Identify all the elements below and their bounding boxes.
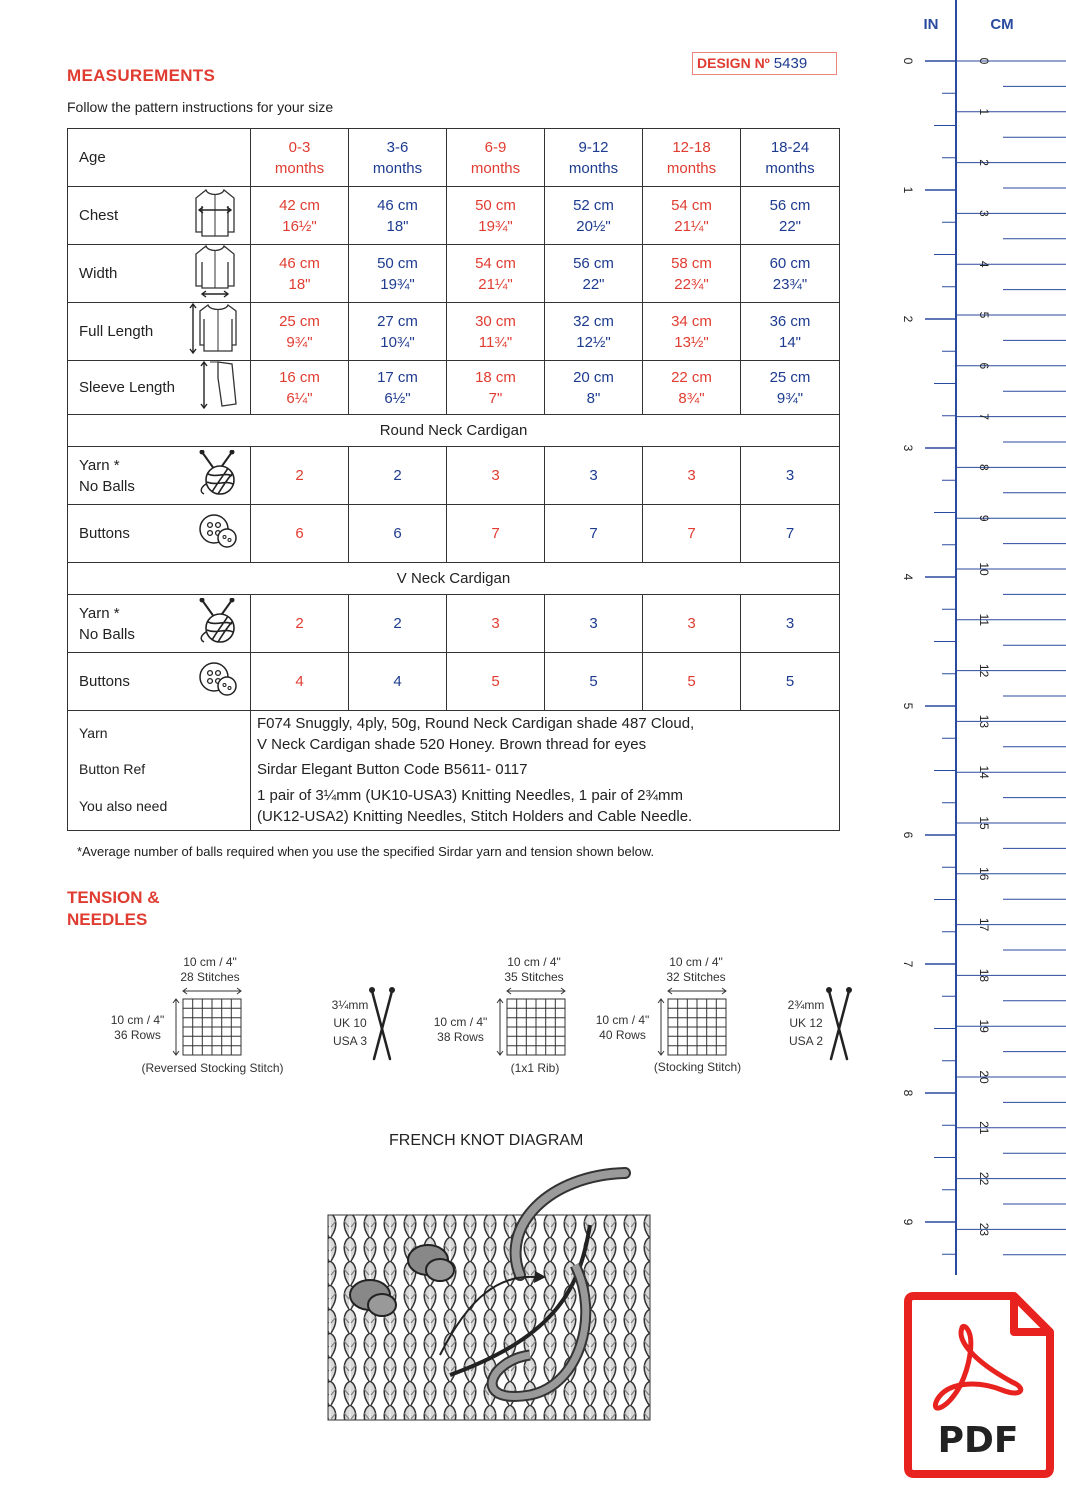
ruler-cm-label: 2 (976, 159, 991, 166)
ruler-cm-label: 10 (976, 562, 991, 576)
buttons-value: 5 (643, 653, 741, 711)
table-row (68, 653, 840, 711)
yarn-balls-value: 2 (349, 447, 447, 505)
measurement-value: 58 cm 22¾" (643, 245, 741, 303)
measurement-value: 18 cm 7" (447, 361, 545, 415)
yarn-balls-value: 2 (349, 595, 447, 653)
yarn-balls-value: 2 (251, 595, 349, 653)
gauge-1-grid (170, 985, 250, 1060)
sleeve-length-label: Sleeve Length (68, 361, 251, 415)
buttons-value: 5 (545, 653, 643, 711)
ruler-inch-label: 1 (900, 186, 915, 194)
age-label: Age (68, 129, 251, 187)
measurement-value: 22 cm 8¾" (643, 361, 741, 415)
ruler-cm-label: 9 (976, 514, 991, 522)
button-ref-label: Button Ref (68, 757, 251, 783)
gauge-2-grid (494, 985, 574, 1060)
measurement-value: 25 cm 9¾" (251, 303, 349, 361)
size-header-4: 12-18 months (643, 129, 741, 187)
table-row (68, 447, 840, 505)
buttons-value: 6 (251, 505, 349, 563)
table-row (68, 129, 840, 187)
ruler-inch-label: 6 (900, 831, 915, 839)
ruler-inch-label: 3 (900, 444, 915, 452)
button-ref-value: Sirdar Elegant Button Code B5611- 0117 (251, 757, 840, 783)
needles-2-icon (825, 985, 853, 1063)
ruler-cm-label: 17 (976, 917, 991, 932)
size-header-1: 3-6 months (349, 129, 447, 187)
table-row (68, 563, 840, 595)
yarn-balls-value: 3 (643, 447, 741, 505)
yarn-balls-value: 3 (545, 595, 643, 653)
measurement-value: 54 cm 21¼" (447, 245, 545, 303)
ruler-cm-label: 4 (976, 260, 991, 268)
ruler-cm-label: 20 (976, 1070, 991, 1084)
gauge-1-caption: (Reversed Stocking Stitch) (141, 1061, 284, 1075)
width-icon (192, 244, 238, 304)
needles-2-label: 2¾mm UK 12 USA 2 (787, 998, 825, 1048)
yarn-balls-value: 3 (447, 447, 545, 505)
buttons-value: 5 (741, 653, 840, 711)
ruler-cm-label: 21 (976, 1121, 991, 1135)
ruler-cm-label: 1 (976, 108, 991, 116)
yarn-balls-value: 2 (251, 447, 349, 505)
buttons-value: 5 (447, 653, 545, 711)
also-need-label: You also need (68, 783, 251, 831)
round_neck-yarn-label: Yarn * No Balls (68, 447, 251, 505)
yarn-info (68, 711, 840, 757)
v_neck-title: V Neck Cardigan (68, 563, 840, 595)
measurement-value: 27 cm 10¾" (349, 303, 447, 361)
also-need-value: 1 pair of 3¼mm (UK10-USA3) Knitting Needles, 1 pair of 2¾mm (UK12-USA2) Knitting Needles, Stitch Holders and Cable Needle. (251, 783, 840, 831)
buttons-value: 7 (447, 505, 545, 563)
ruler-cm-label: 22 (976, 1171, 991, 1186)
measurement-value: 34 cm 13½" (643, 303, 741, 361)
design-number-badge (692, 52, 837, 75)
measurement-value: 36 cm 14" (741, 303, 840, 361)
table-row (68, 303, 840, 361)
size-header-5: 18-24 months (741, 129, 840, 187)
yarn-balls-value: 3 (643, 595, 741, 653)
pdf-label: PDF (937, 1420, 1019, 1461)
tension-title-line-1: TENSION & (67, 888, 160, 907)
table-row (68, 415, 840, 447)
full-length-icon (188, 301, 238, 363)
ruler-inch-label: 0 (900, 57, 915, 65)
measurement-value: 56 cm 22" (741, 187, 840, 245)
table-row (68, 361, 840, 415)
sleeve-length-icon (192, 358, 238, 418)
measurement-value: 46 cm 18" (251, 245, 349, 303)
yarn-info-label: Yarn (68, 711, 251, 757)
buttons-value: 4 (251, 653, 349, 711)
ruler-in-label: IN (923, 16, 939, 33)
gauge-3-side: 10 cm / 4" 40 Rows (595, 1013, 650, 1042)
measurement-value: 20 cm 8" (545, 361, 643, 415)
measurement-value: 50 cm 19¾" (349, 245, 447, 303)
measurement-value: 16 cm 6¼" (251, 361, 349, 415)
yarn-icon (198, 598, 238, 650)
table-row (68, 595, 840, 653)
gauge-2-side: 10 cm / 4" 38 Rows (433, 1015, 488, 1044)
measurements-subtitle: Follow the pattern instructions for your size (67, 99, 334, 115)
also-need (68, 783, 840, 831)
ruler-inch-label: 8 (900, 1089, 915, 1097)
measurement-value: 25 cm 9¾" (741, 361, 840, 415)
measurement-value: 52 cm 20½" (545, 187, 643, 245)
ruler-cm-label: 6 (976, 362, 991, 370)
gauge-3-grid (655, 985, 735, 1060)
measurements-table (67, 128, 840, 831)
ruler-cm-label: 12 (976, 663, 991, 678)
gauge-2-top: 10 cm / 4" 35 Stitches (504, 955, 564, 984)
measurement-value: 46 cm 18" (349, 187, 447, 245)
gauge-2-caption: (1x1 Rib) (510, 1061, 560, 1075)
yarn-info-value: F074 Snuggly, 4ply, 50g, Round Neck Cardigan shade 487 Cloud, V Neck Cardigan shade 520 Honey. Brown thread for eyes (251, 711, 840, 757)
yarn-balls-value: 3 (741, 447, 840, 505)
round_neck-buttons-label: Buttons (68, 505, 251, 563)
chest-label: Chest (68, 187, 251, 245)
table-row (68, 187, 840, 245)
v_neck-yarn-label: Yarn * No Balls (68, 595, 251, 653)
ruler (895, 0, 1066, 1285)
ruler-cm-label: CM (990, 16, 1014, 33)
yarn-balls-value: 3 (741, 595, 840, 653)
buttons-value: 7 (741, 505, 840, 563)
buttons-value: 7 (545, 505, 643, 563)
ruler-cm-label: 5 (976, 311, 991, 319)
measurement-value: 54 cm 21¼" (643, 187, 741, 245)
buttons-value: 4 (349, 653, 447, 711)
buttons-value: 6 (349, 505, 447, 563)
size-header-2: 6-9 months (447, 129, 545, 187)
button-icon (198, 513, 238, 555)
tension-title-line-2: NEEDLES (67, 910, 148, 929)
button-icon (198, 661, 238, 703)
footnote: *Average number of balls required when you use the specified Sirdar yarn and tension shown below. (77, 844, 655, 859)
french-knot-title: FRENCH KNOT DIAGRAM (389, 1132, 584, 1149)
ruler-inch-label: 2 (900, 315, 915, 323)
ruler-inch-label: 5 (900, 702, 915, 710)
ruler-inch-label: 7 (900, 960, 915, 968)
yarn-icon (198, 450, 238, 502)
ruler-cm-label: 7 (976, 413, 991, 420)
pdf-icon[interactable] (902, 1290, 1056, 1480)
ruler-cm-label: 13 (976, 714, 991, 729)
ruler-inch-label: 9 (900, 1218, 915, 1226)
size-header-3: 9-12 months (545, 129, 643, 187)
ruler-cm-label: 14 (976, 765, 991, 779)
design-number: 5439 (773, 55, 808, 72)
ruler-cm-label: 23 (976, 1222, 991, 1237)
tension-title (67, 887, 160, 931)
gauge-3-caption: (Stocking Stitch) (653, 1060, 742, 1074)
measurement-value: 60 cm 23¾" (741, 245, 840, 303)
ruler-cm-label: 19 (976, 1019, 991, 1033)
table-row (68, 245, 840, 303)
full-length-label: Full Length (68, 303, 251, 361)
ruler-cm-label: 0 (976, 57, 991, 65)
french-knot-diagram (320, 1165, 660, 1425)
width-label: Width (68, 245, 251, 303)
ruler-cm-label: 18 (976, 968, 991, 983)
ruler-cm-label: 15 (976, 816, 991, 830)
measurement-value: 30 cm 11¾" (447, 303, 545, 361)
measurement-value: 50 cm 19¾" (447, 187, 545, 245)
measurement-value: 32 cm 12½" (545, 303, 643, 361)
button-ref (68, 757, 840, 783)
ruler-cm-label: 11 (976, 613, 991, 627)
design-label: DESIGN Nº (697, 55, 770, 71)
measurement-value: 42 cm 16½" (251, 187, 349, 245)
round_neck-title: Round Neck Cardigan (68, 415, 840, 447)
gauge-1-side: 10 cm / 4" 36 Rows (110, 1013, 165, 1042)
measurement-value: 56 cm 22" (545, 245, 643, 303)
gauge-3-top: 10 cm / 4" 32 Stitches (666, 955, 726, 984)
gauge-1-top: 10 cm / 4" 28 Stitches (180, 955, 240, 984)
measurements-title: MEASUREMENTS (67, 66, 216, 85)
yarn-balls-value: 3 (545, 447, 643, 505)
ruler-inch-label: 4 (900, 573, 915, 581)
ruler-cm-label: 16 (976, 867, 991, 881)
ruler-cm-label: 3 (976, 210, 991, 217)
needles-1-label: 3¼mm UK 10 USA 3 (331, 998, 369, 1048)
buttons-value: 7 (643, 505, 741, 563)
measurement-value: 17 cm 6½" (349, 361, 447, 415)
ruler-cm-label: 8 (976, 464, 991, 471)
table-row (68, 505, 840, 563)
v_neck-buttons-label: Buttons (68, 653, 251, 711)
chest-icon (192, 186, 238, 246)
yarn-balls-value: 3 (447, 595, 545, 653)
needles-1-icon (368, 985, 396, 1063)
size-header-0: 0-3 months (251, 129, 349, 187)
